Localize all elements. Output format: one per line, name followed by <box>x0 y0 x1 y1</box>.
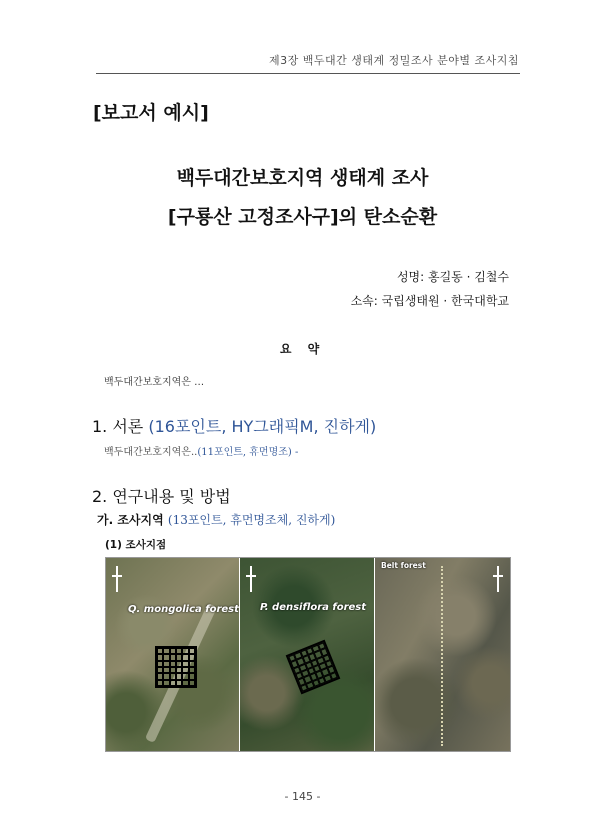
panel2-label: P. densiflora forest <box>260 602 367 613</box>
plot-grid <box>286 640 341 695</box>
page-number: - 145 - <box>284 790 321 803</box>
section2-subsubheading: (1) 조사지점 <box>105 539 167 551</box>
figure-panel-pine <box>240 558 374 751</box>
panel1-label: Q. mongolica forest <box>128 604 239 615</box>
report-example-label: [보고서 예시] <box>93 102 209 124</box>
panel3-label: Belt forest <box>381 561 426 570</box>
section2-subheading <box>97 511 335 528</box>
section1-body-note: (11포인트, 휴먼명조) - <box>197 447 299 458</box>
author-names: 성명: 홍길동 · 김철수 <box>396 270 509 284</box>
subheading-text: 가. 조사지역 <box>97 513 164 527</box>
section1-body-text: 백두대간보호지역은.. <box>104 447 198 458</box>
header-rule <box>96 73 520 74</box>
north-arrow-icon <box>493 566 503 592</box>
belt-transect-line <box>441 566 443 746</box>
figure-panel-belt <box>375 558 510 751</box>
subheading-note: (13포인트, 휴먼명조체, 진하게) <box>167 513 336 527</box>
section1-body <box>104 443 298 458</box>
summary-text: 백두대간보호지역은 … <box>104 377 205 388</box>
section2-heading: 2. 연구내용 및 방법 <box>92 487 231 506</box>
author-affiliation: 소속: 국립생태원 · 한국대학교 <box>350 294 509 308</box>
plot-grid <box>155 646 197 688</box>
north-arrow-icon <box>112 566 122 592</box>
figure-panel-oak <box>106 558 239 751</box>
section1-heading <box>92 414 376 437</box>
report-title-line2: [구룡산 고정조사구]의 탄소순환 <box>167 206 438 228</box>
section1-heading-text: 1. 서론 <box>92 417 144 436</box>
report-title-line1: 백두대간보호지역 생태계 조사 <box>176 167 429 189</box>
summary-heading: 요 약 <box>279 342 326 356</box>
north-arrow-icon <box>246 566 256 592</box>
running-head: 제3장 백두대간 생태계 정밀조사 분야별 조사지침 <box>269 54 519 67</box>
study-site-figure <box>105 557 511 752</box>
section1-heading-note: (16포인트, HY그래픽M, 진하게) <box>148 417 377 436</box>
